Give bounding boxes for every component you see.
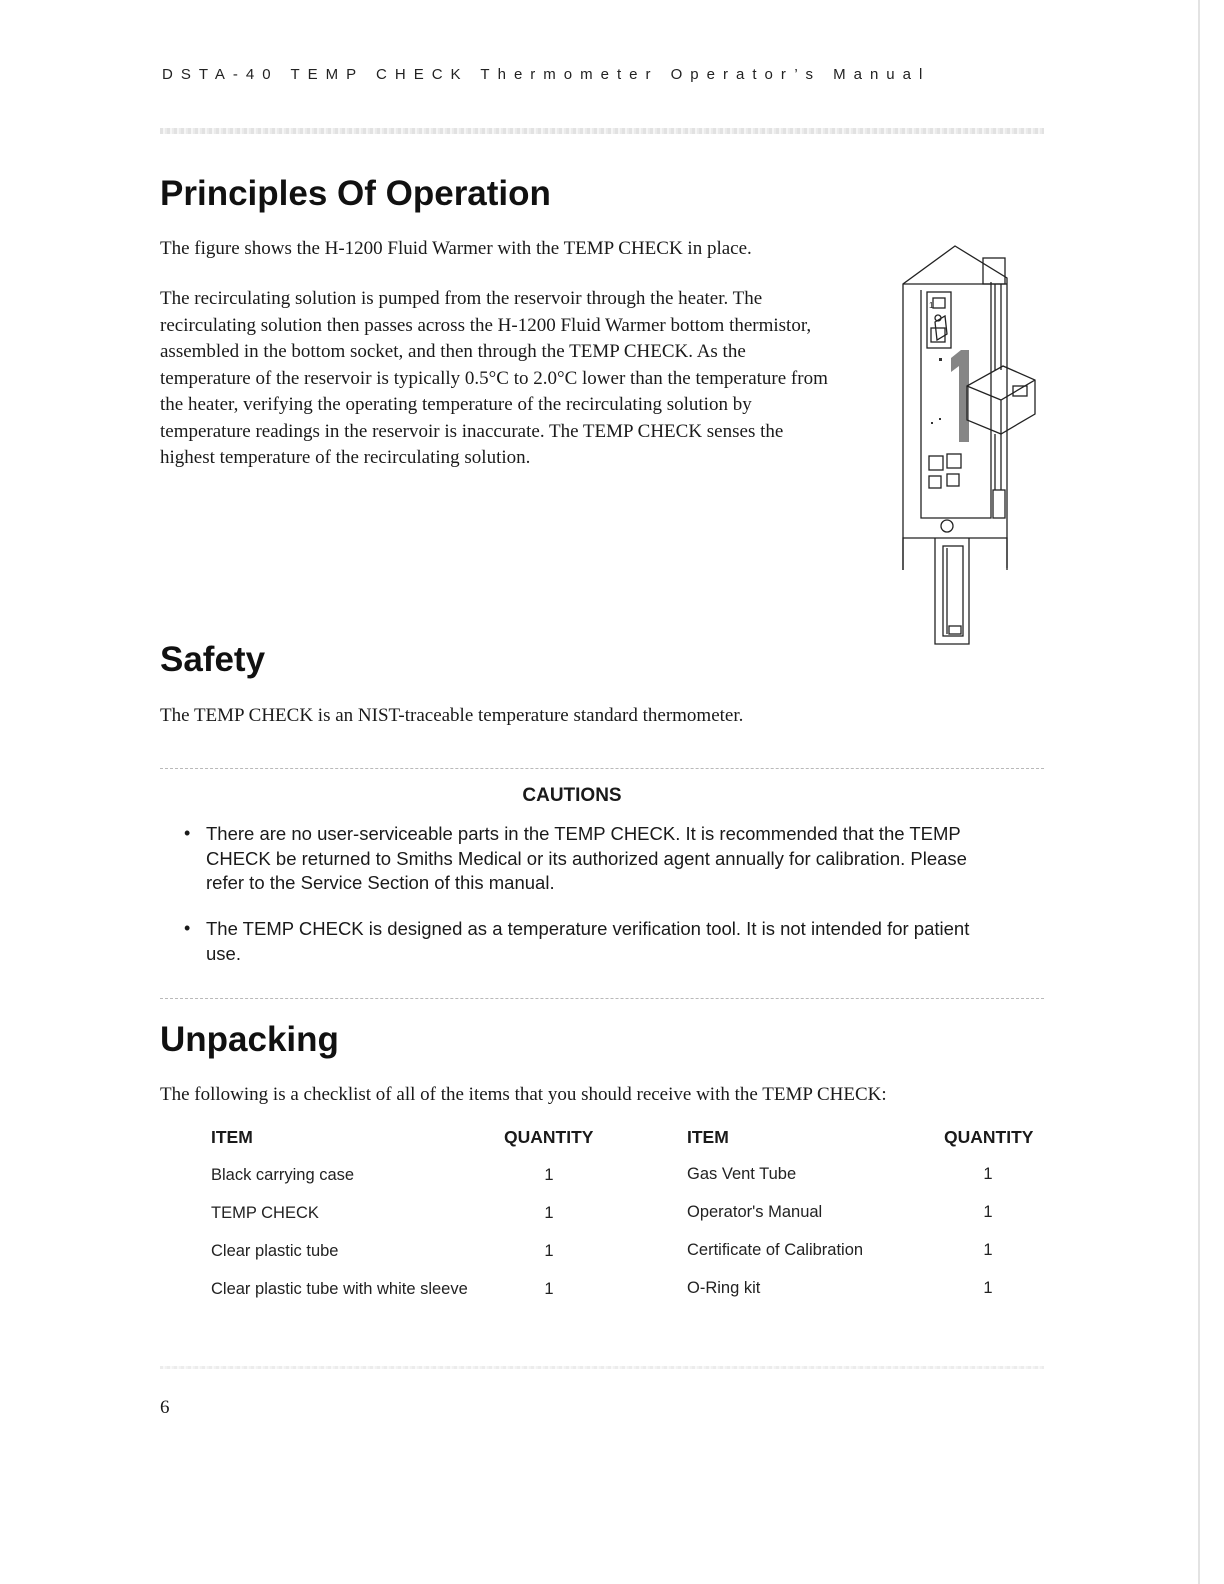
bullet-marker: •	[184, 823, 191, 843]
safety-heading: Safety	[160, 640, 266, 679]
caution-line: use.	[206, 942, 241, 964]
unit-numeral	[951, 350, 969, 442]
column-header-item: ITEM	[211, 1127, 253, 1147]
checklist-qty: 1	[983, 1279, 993, 1297]
caution-line: CHECK be returned to Smiths Medical or its authorized agent annually for calibration. Please	[206, 847, 967, 869]
checklist-qty: 1	[983, 1203, 993, 1221]
checklist-item: Operator's Manual	[687, 1203, 823, 1221]
checklist-item: Clear plastic tube with white sleeve	[211, 1280, 468, 1298]
bullet-marker: •	[184, 918, 191, 938]
fluid-warmer-illustration	[895, 238, 1045, 650]
principles-intro: The figure shows the H-1200 Fluid Warmer with the TEMP CHECK in place.	[160, 238, 752, 259]
principles-heading: Principles Of Operation	[160, 174, 551, 213]
running-header: DSTA-40 TEMP CHECK Thermometer Operator’s Manual	[162, 66, 931, 83]
checklist-qty: 1	[544, 1280, 554, 1298]
checklist-qty: 1	[544, 1204, 554, 1222]
caution-item	[206, 917, 1046, 966]
column-header-quantity: QUANTITY	[944, 1127, 1034, 1147]
checklist-qty: 1	[983, 1165, 993, 1183]
principles-line: recirculating solution then passes across the H-1200 Fluid Warmer bottom thermistor,	[160, 314, 812, 336]
figure-numeral-text: 1	[929, 301, 934, 310]
unpacking-intro: The following is a checklist of all of the items that you should receive with the TEMP CHECK:	[160, 1084, 887, 1105]
cautions-top-divider	[160, 768, 1044, 769]
checklist-qty: 1	[544, 1242, 554, 1260]
header-rule	[160, 128, 1044, 134]
column-header-item: ITEM	[687, 1127, 729, 1147]
principles-line: the heater, verifying the operating temperature of the recirculating solution by	[160, 394, 752, 415]
checklist-item: Black carrying case	[211, 1166, 355, 1184]
principles-paragraph	[160, 286, 890, 472]
checklist-item: TEMP CHECK	[211, 1204, 319, 1222]
checklist-item: O-Ring kit	[687, 1279, 761, 1297]
principles-line: highest temperature of the recirculating solution.	[160, 447, 531, 468]
footer-rule	[160, 1366, 1044, 1369]
checklist-item: Certificate of Calibration	[687, 1241, 864, 1259]
principles-line: assembled in the bottom socket, and then through the TEMP CHECK. As the	[160, 341, 746, 362]
checklist-qty: 1	[983, 1241, 993, 1259]
unpacking-heading: Unpacking	[160, 1020, 339, 1059]
safety-text: The TEMP CHECK is an NIST-traceable temperature standard thermometer.	[160, 705, 744, 726]
checklist-qty: 1	[544, 1166, 554, 1184]
cautions-title: CAUTIONS	[522, 785, 622, 806]
caution-line: refer to the Service Section of this manual.	[206, 872, 555, 893]
checklist-item: Gas Vent Tube	[687, 1165, 797, 1183]
cautions-bottom-divider	[160, 998, 1044, 999]
principles-line: The recirculating solution is pumped from the reservoir through the heater. The	[160, 288, 763, 309]
principles-line: temperature readings in the reservoir is inaccurate. The TEMP CHECK senses the	[160, 420, 784, 442]
checklist-item: Clear plastic tube	[211, 1242, 339, 1260]
scan-edge	[1198, 0, 1200, 1584]
page-number: 6	[160, 1397, 170, 1418]
caution-line: There are no user-serviceable parts in the TEMP CHECK. It is recommended that the TEMP	[206, 823, 961, 844]
caution-line: The TEMP CHECK is designed as a temperature verification tool. It is not intended for patient	[206, 918, 970, 939]
caution-item	[206, 822, 1046, 896]
principles-line: temperature of the reservoir is typically 0.5°C to 2.0°C lower than the temperature from	[160, 367, 828, 389]
column-header-quantity: QUANTITY	[504, 1127, 594, 1147]
